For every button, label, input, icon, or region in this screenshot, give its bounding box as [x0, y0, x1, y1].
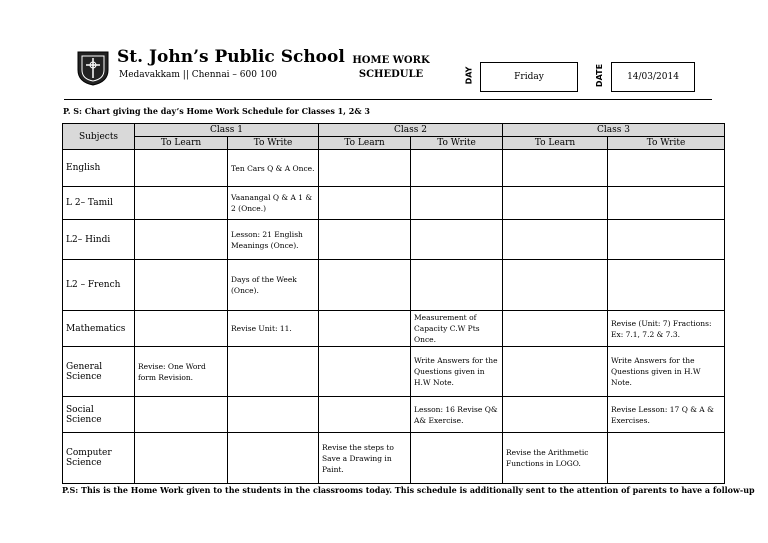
- table-cell: [411, 187, 503, 220]
- table-cell: [503, 347, 608, 397]
- header-divider: [64, 99, 712, 100]
- table-cell: Measurement of Capacity C.W Pts Once.: [411, 311, 503, 347]
- table-cell: [135, 150, 228, 187]
- day-label-text: DAY: [464, 66, 474, 85]
- table-cell: [135, 433, 228, 484]
- table-row: [63, 220, 725, 260]
- title-line-1: HOME WORK: [352, 55, 430, 66]
- table-cell: [319, 347, 411, 397]
- table-cell: [228, 397, 319, 433]
- subheader: To Write: [608, 137, 725, 150]
- table-cell: [319, 187, 411, 220]
- school-address: Medavakkam || Chennai – 600 100: [119, 70, 277, 80]
- date-value: 14/03/2014: [627, 72, 679, 82]
- table-cell: [608, 220, 725, 260]
- table-cell: Revise (Unit: 7) Fractions: Ex: 7.1, 7.2 & 7.3.: [608, 311, 725, 347]
- table-cell: [608, 260, 725, 311]
- table-cell: Revise the steps to Save a Drawing in Paint.: [319, 433, 411, 484]
- table-row: [63, 187, 725, 220]
- table-cell: Lesson: 16 Revise Q& A& Exercise.: [411, 397, 503, 433]
- subheader: To Learn: [503, 137, 608, 150]
- table-cell: Write Answers for the Questions given in H.W Note.: [608, 347, 725, 397]
- table-cell: [411, 150, 503, 187]
- note-bottom: P.S: This is the Home Work given to the students in the classrooms today. This schedule is additionally sent to the attention of parents to have a follow-up: [62, 485, 755, 495]
- table-row: [63, 150, 725, 187]
- title-line-2: SCHEDULE: [358, 69, 424, 80]
- subject-cell: L2– Hindi: [63, 220, 135, 260]
- date-label-text: DATE: [595, 63, 605, 88]
- table-cell: [135, 397, 228, 433]
- subheader: To Learn: [135, 137, 228, 150]
- table-cell: Write Answers for the Questions given in H.W Note.: [411, 347, 503, 397]
- subject-cell: L2 – French: [63, 260, 135, 311]
- table-cell: [503, 220, 608, 260]
- table-cell: Revise: One Word form Revision.: [135, 347, 228, 397]
- day-field: [480, 62, 578, 92]
- subjects-header: Subjects: [63, 124, 135, 150]
- table-cell: [319, 150, 411, 187]
- subheader: To Write: [228, 137, 319, 150]
- table-cell: Lesson: 21 English Meanings (Once).: [228, 220, 319, 260]
- table-cell: [228, 433, 319, 484]
- subject-cell: English: [63, 150, 135, 187]
- table-cell: [411, 433, 503, 484]
- table-row: [63, 260, 725, 311]
- table-cell: [503, 150, 608, 187]
- date-label: [596, 63, 610, 93]
- page-title: [346, 54, 436, 82]
- table-cell: [135, 260, 228, 311]
- day-value: Friday: [514, 72, 544, 82]
- class-header: Class 1: [135, 124, 319, 137]
- table-cell: [503, 187, 608, 220]
- table-cell: Ten Cars Q & A Once.: [228, 150, 319, 187]
- table-cell: [135, 311, 228, 347]
- table-cell: Revise Lesson: 17 Q & A & Exercises.: [608, 397, 725, 433]
- table-cell: Vaanangal Q & A 1 & 2 (Once.): [228, 187, 319, 220]
- table-row: [63, 433, 725, 484]
- subject-cell: Social Science: [63, 397, 135, 433]
- table-cell: Revise Unit: 11.: [228, 311, 319, 347]
- table-cell: [503, 260, 608, 311]
- class-header: Class 3: [503, 124, 725, 137]
- schedule-table: [62, 123, 725, 484]
- table-cell: [135, 187, 228, 220]
- table-cell: [411, 260, 503, 311]
- table-cell: Revise the Arithmetic Functions in LOGO.: [503, 433, 608, 484]
- table-cell: [503, 311, 608, 347]
- table-row: [63, 397, 725, 433]
- table-cell: [319, 311, 411, 347]
- table-cell: [608, 150, 725, 187]
- subheader: To Write: [411, 137, 503, 150]
- table-cell: [503, 397, 608, 433]
- subject-cell: L 2– Tamil: [63, 187, 135, 220]
- note-top: P. S: Chart giving the day’s Home Work Schedule for Classes 1, 2& 3: [63, 106, 370, 116]
- table-cell: [228, 347, 319, 397]
- table-cell: [319, 220, 411, 260]
- table-cell: [411, 220, 503, 260]
- subheader: To Learn: [319, 137, 411, 150]
- table-row: [63, 347, 725, 397]
- day-label: [466, 63, 480, 93]
- subject-cell: General Science: [63, 347, 135, 397]
- table-cell: [319, 397, 411, 433]
- table-cell: [135, 220, 228, 260]
- table-cell: [319, 260, 411, 311]
- subject-cell: Computer Science: [63, 433, 135, 484]
- school-name: St. John’s Public School: [117, 47, 345, 67]
- table-row: [63, 311, 725, 347]
- table-cell: [608, 433, 725, 484]
- table-cell: Days of the Week (Once).: [228, 260, 319, 311]
- subject-cell: Mathematics: [63, 311, 135, 347]
- date-field: [611, 62, 695, 92]
- table-cell: [608, 187, 725, 220]
- class-header: Class 2: [319, 124, 503, 137]
- school-logo: [76, 50, 110, 86]
